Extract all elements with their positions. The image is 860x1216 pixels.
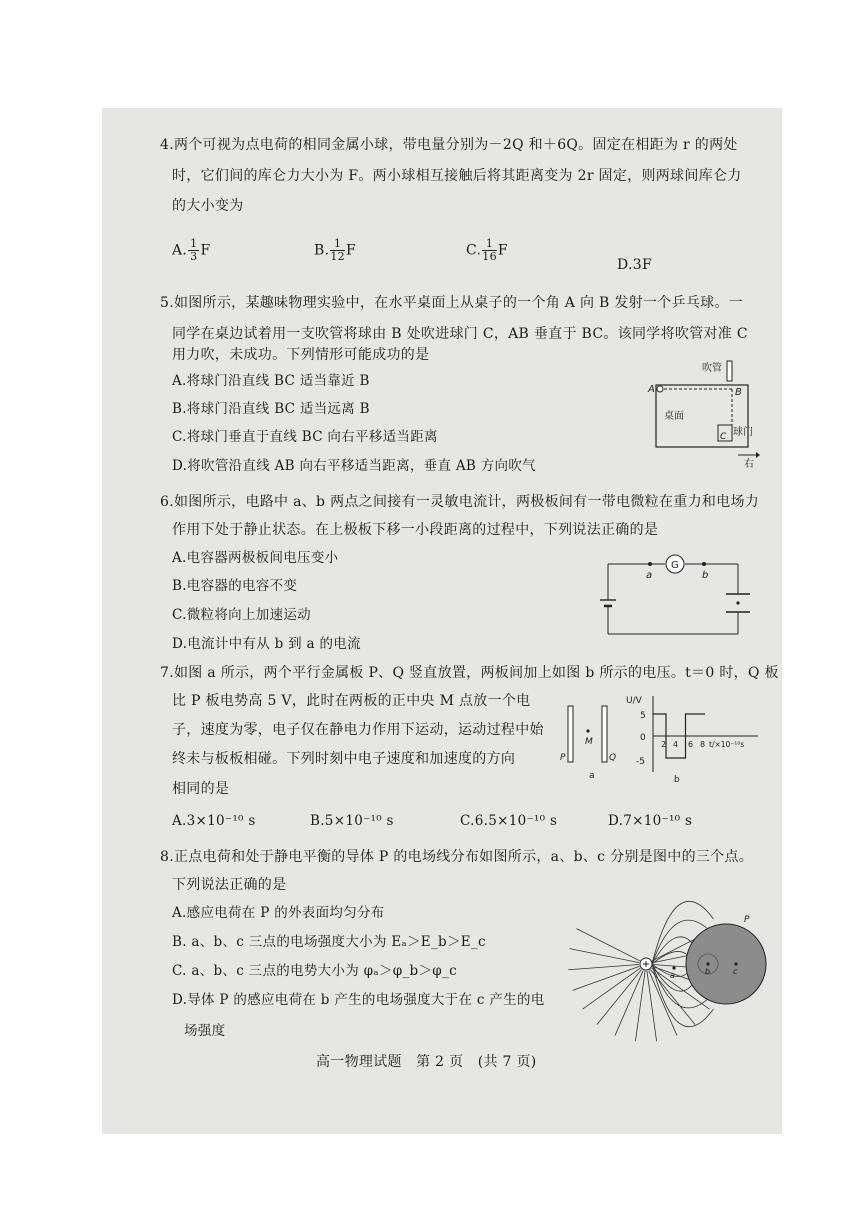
label-p: P xyxy=(560,753,566,763)
field-line xyxy=(615,970,643,1035)
q4-line2: 时，它们间的库仑力大小为 F。两小球相互接触后将其距离变为 2r 固定，则两球间库仑力 xyxy=(172,168,742,184)
label-c: C xyxy=(720,432,727,442)
q6-option-a: A.电容器两极板间电压变小 xyxy=(172,550,339,566)
label-b: b xyxy=(705,967,711,976)
q8-option-a: A.感应电荷在 P 的外表面均匀分布 xyxy=(172,905,385,921)
point-a xyxy=(672,966,675,969)
q8-option-d-line1: D.导体 P 的感应电荷在 b 产生的电场强度大于在 c 产生的电 xyxy=(172,992,545,1008)
q4-line1: 4.两个可视为点电荷的相同金属小球，带电量分别为－2Q 和＋6Q。固定在相距为 r 的两处 xyxy=(160,137,738,153)
q8-line1: 8.正点电荷和处于静电平衡的导体 P 的电场线分布如图所示，a、b、c 分别是图中的三个点。 xyxy=(160,849,754,865)
tick-0: 0 xyxy=(640,733,646,743)
q7-option-a: A.3×10⁻¹⁰ s xyxy=(172,813,256,829)
q5-line3: 用力吹，未成功。下列情形可能成功的是 xyxy=(172,347,430,363)
point-c xyxy=(734,962,737,965)
label-a: a xyxy=(646,570,653,581)
label-a: A xyxy=(648,384,655,395)
q5-line1: 5.如图所示，某趣味物理实验中，在水平桌面上从桌子的一个角 A 向 B 发射一个乒乓球。一 xyxy=(160,295,744,311)
q6-option-d: D.电流计中有从 b 到 a 的电流 xyxy=(172,636,361,652)
label-right: 右 xyxy=(744,459,754,470)
q4-option-b: B. $\frac{1}{12}$ F xyxy=(314,237,356,263)
q8-option-c: C. a、b、c 三点的电势大小为 φₐ＞φ_b＞φ_c xyxy=(172,963,457,979)
label-m: M xyxy=(585,737,593,747)
label-a: a xyxy=(670,971,675,980)
q7-option-c: C.6.5×10⁻¹⁰ s xyxy=(460,813,558,829)
q7-line2: 比 P 板电势高 5 V，此时在两板的正中央 M 点放一个电 xyxy=(172,693,531,709)
pipe-shape xyxy=(727,361,732,381)
tick-5: 5 xyxy=(640,711,646,721)
caption-b: b xyxy=(674,775,680,785)
label-u: U/V xyxy=(626,696,642,706)
q6-option-b: B.电容器的电容不变 xyxy=(172,578,298,594)
fraction: $\frac{1}{3}$ xyxy=(190,237,198,263)
fraction: $\frac{1}{16}$ xyxy=(482,237,497,263)
label-q: Q xyxy=(609,753,617,763)
field-line xyxy=(597,969,642,1024)
q8-field-figure xyxy=(580,878,780,1040)
q7-line4: 终未与板板相碰。下列时刻中电子速度和加速度的方向 xyxy=(172,751,516,767)
q6-line2: 作用下处于静止状态。在上极板下移一小段距离的过程中，下列说法正确的是 xyxy=(172,522,659,538)
label-pipe: 吹管 xyxy=(702,363,722,374)
q6-circuit-figure xyxy=(600,552,750,642)
label-b: B xyxy=(735,387,742,398)
point-b xyxy=(706,962,709,965)
q5-line2: 同学在桌边试着用一支吹管将球由 B 处吹进球门 C，AB 垂直于 BC。该同学将吹管对准 C xyxy=(172,326,748,342)
label-b: b xyxy=(702,570,709,581)
q5-option-d: D.将吹管沿直线 AB 向右平移适当距离，垂直 AB 方向吹气 xyxy=(172,458,536,474)
q5-option-b: B.将球门沿直线 BC 适当远离 B xyxy=(172,401,370,417)
q8-option-b: B. a、b、c 三点的电场强度大小为 Eₐ＞E_b＞E_c xyxy=(172,934,486,950)
q7-option-d: D.7×10⁻¹⁰ s xyxy=(608,813,693,829)
ball-marker xyxy=(657,386,663,392)
q7-line1: 7.如图 a 所示，两个平行金属板 P、Q 竖直放置，两板间加上如图 b 所示的电压。t＝0 时，Q 板 xyxy=(160,665,779,681)
field-line xyxy=(582,968,640,1009)
label-table: 桌面 xyxy=(664,411,684,422)
q4-option-d: D.3F xyxy=(617,257,652,273)
label-goal: 球门 xyxy=(733,427,753,438)
q5-table-figure xyxy=(640,355,760,470)
label-c: c xyxy=(733,967,738,976)
plate-q xyxy=(602,706,607,762)
plate-p xyxy=(568,706,573,762)
tick-m5: -5 xyxy=(636,757,645,767)
label-p: P xyxy=(744,915,750,925)
caption-a: a xyxy=(589,771,595,781)
particle-dot xyxy=(736,601,739,604)
label-g: G xyxy=(671,560,679,571)
field-line xyxy=(635,971,645,1041)
q7-option-b: B.5×10⁻¹⁰ s xyxy=(310,813,394,829)
tick-t6: 6 xyxy=(688,740,694,749)
field-line xyxy=(647,971,657,1041)
tick-t8: 8 xyxy=(700,740,706,749)
q5-option-a: A.将球门沿直线 BC 适当靠近 B xyxy=(172,373,370,389)
q4-line3: 的大小变为 xyxy=(172,198,244,214)
q4-option-c: C. $\frac{1}{16}$ F xyxy=(466,237,508,263)
q7-line3: 子，速度为零，电子仅在静电力作用下运动，运动过程中始 xyxy=(172,722,544,738)
q6-option-c: C.微粒将向上加速运动 xyxy=(172,607,311,623)
q8-option-d-line2: 场强度 xyxy=(184,1023,226,1039)
q5-option-c: C.将球门垂直于直线 BC 向右平移适当距离 xyxy=(172,429,438,445)
q7-line5: 相同的是 xyxy=(172,781,230,797)
tick-t4: 4 xyxy=(673,740,679,749)
q6-line1: 6.如图所示，电路中 a、b 两点之间接有一灵敏电流计，两极板间有一带电微粒在重力和电场力 xyxy=(160,494,760,510)
field-line xyxy=(573,966,640,990)
point-m xyxy=(586,729,589,732)
q7-figure-b xyxy=(618,690,768,790)
fraction: $\frac{1}{12}$ xyxy=(330,237,345,263)
page-footer: 高一物理试题 第 2 页 (共 7 页) xyxy=(316,1054,537,1070)
q4-option-a: A. $\frac{1}{3}$ F xyxy=(172,237,211,263)
tick-t2: 2 xyxy=(661,740,667,749)
label-t: t/×10⁻¹⁰s xyxy=(709,740,745,749)
q8-line2: 下列说法正确的是 xyxy=(172,877,287,893)
